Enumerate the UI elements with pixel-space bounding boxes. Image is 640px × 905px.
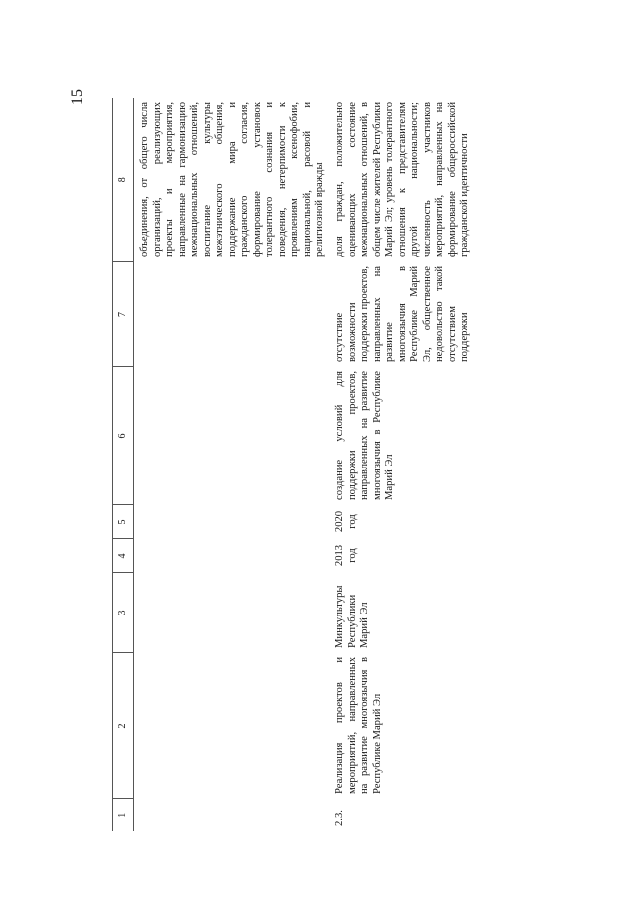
table-row-2-3 xyxy=(329,98,604,831)
empty-cell xyxy=(134,573,330,653)
table-header-row xyxy=(113,98,134,831)
program-table xyxy=(112,98,604,831)
column-number-1: 1 xyxy=(113,799,134,831)
page-number: 15 xyxy=(69,89,86,105)
start-year-cell: 2013 год xyxy=(334,544,358,567)
empty-cell xyxy=(134,799,330,831)
empty-cell xyxy=(134,539,330,573)
row-number-cell: 2.3. xyxy=(334,810,345,826)
end-year-cell: 2020 год xyxy=(334,510,358,533)
column-number-3: 3 xyxy=(113,573,134,653)
column-number-8: 8 xyxy=(113,98,134,262)
executor-cell: Минкультуры Республики Марий Эл xyxy=(334,585,370,648)
measure-name-cell: Реализация проектов и мероприятий, направленных на развитие многоязычия в Республике Марий Эл xyxy=(334,657,383,794)
column-number-6: 6 xyxy=(113,367,134,505)
rotated-table-page xyxy=(112,98,622,831)
consequences-cell: отсутствие возможности поддержки проектов, направленных на развитие многоязычия в Республике Марий Эл, общественное недовольство такой отсутствием поддержки xyxy=(334,266,470,362)
expected-result-cell: создание условий для поддержки проектов, направленных на развитие многоязычия в Республике Марий Эл xyxy=(334,371,395,500)
indicator-cell-continuation: объединения, от общего числа организаций, реализующих проекты и мероприятия, направленные на гармонизацию межнациональных отношений, воспитание культуры межэтнического общения, поддержание мира и гражданского согласия, формирование установок толерантного сознания и поведения, нетерпимости к проявлениям ксенофобии, национальной, расовой и религиозной вражды xyxy=(139,102,325,257)
empty-cell xyxy=(134,653,330,799)
column-number-5: 5 xyxy=(113,505,134,539)
empty-cell xyxy=(134,367,330,505)
column-number-2: 2 xyxy=(113,653,134,799)
column-number-4: 4 xyxy=(113,539,134,573)
empty-cell xyxy=(134,505,330,539)
empty-cell xyxy=(134,262,330,367)
indicators-cell: доля граждан, положительно оценивающих состояние межнациональных отношений, в общем числе жителей Республики Марий Эл; уровень толерантного отношения к представителям другой национальности; численность участников мероприятий, направленных на формирование общероссийской гражданской идентичности xyxy=(334,101,470,257)
column-number-7: 7 xyxy=(113,262,134,367)
table-row-continuation xyxy=(134,98,330,831)
